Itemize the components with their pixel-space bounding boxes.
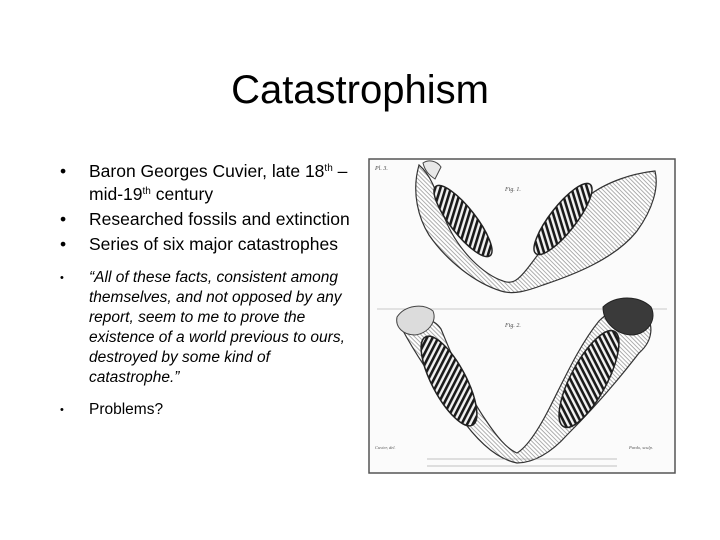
- bullet-dot: •: [60, 161, 67, 181]
- bullet-catastrophes-text: Series of six major catastrophes: [89, 234, 338, 254]
- bullet-quote: [60, 268, 360, 388]
- bullet-quote-text: “All of these facts, consistent among themselves, and not opposed by any report, seem to me to prove the existence of a world previous to ours, destroyed by some kind of catastrophe.”: [89, 269, 345, 386]
- bullet-dot: •: [60, 209, 67, 229]
- fossil-jaw-illustration: [367, 157, 677, 475]
- bullet-cuvier-text: Baron Georges Cuvier, late 18th – mid-19th century: [89, 161, 348, 204]
- bullet-dot: •: [60, 234, 67, 254]
- bullet-dot: •: [60, 404, 64, 416]
- svg-text:Pardo, sculp.: Pardo, sculp.: [629, 445, 653, 450]
- slide-title: Catastrophism: [231, 68, 489, 112]
- bullet-dot: •: [60, 272, 64, 284]
- bullet-list: [60, 160, 360, 420]
- svg-text:Cuvier, del.: Cuvier, del.: [375, 445, 396, 450]
- bullet-fossils: [60, 208, 360, 231]
- bullet-problems: [60, 400, 360, 420]
- bullet-catastrophes: [60, 233, 360, 256]
- svg-text:Pl. 3.: Pl. 3.: [375, 166, 388, 172]
- svg-text:Fig. 2.: Fig. 2.: [505, 323, 521, 329]
- bullet-fossils-text: Researched fossils and extinction: [89, 209, 350, 229]
- svg-text:Fig. 1.: Fig. 1.: [505, 187, 521, 193]
- bullet-problems-text: Problems?: [89, 401, 164, 418]
- bullet-cuvier: [60, 160, 360, 206]
